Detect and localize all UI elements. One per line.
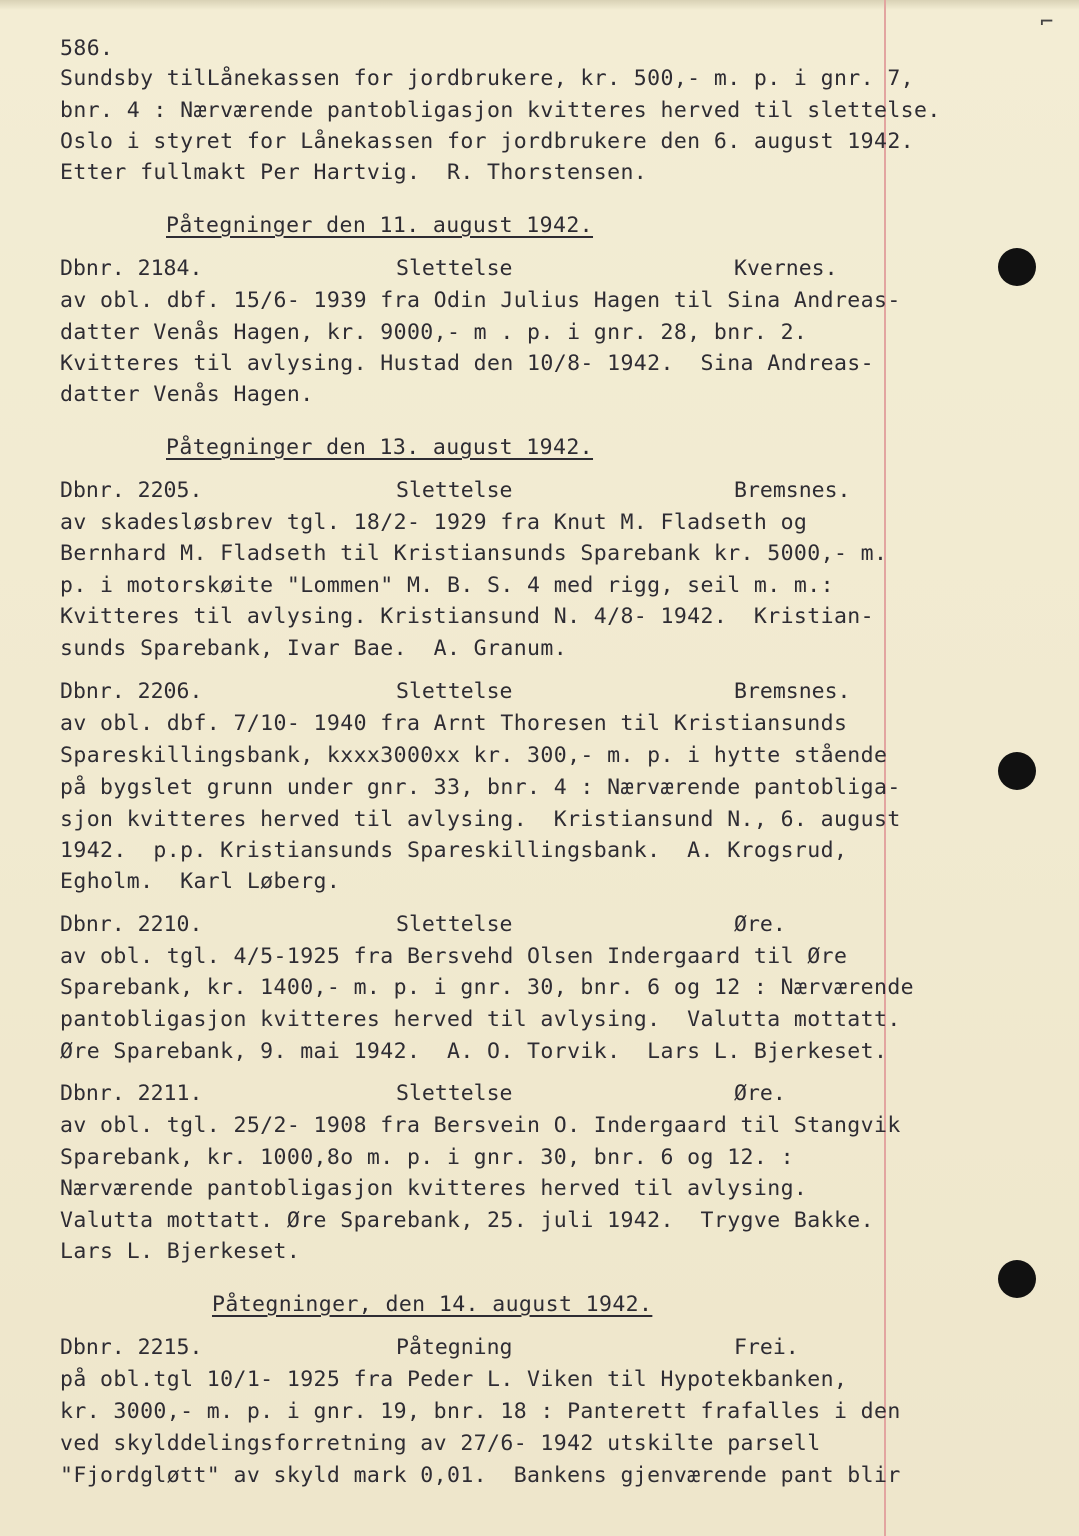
corner-mark: ⌐ bbox=[1040, 10, 1054, 35]
entry-place: Kvernes. bbox=[734, 256, 838, 281]
text-line: datter Venås Hagen, kr. 9000,- m . p. i gnr. 28, bnr. 2. bbox=[60, 320, 808, 345]
text-line: pantobligasjon kvitteres herved til avlysing. Valutta mottatt. bbox=[60, 1007, 901, 1032]
entry-header bbox=[60, 1333, 860, 1363]
text-line: av obl. tgl. 4/5-1925 fra Bersvehd Olsen Indergaard til Øre bbox=[60, 944, 848, 969]
section-heading: Påtegninger, den 14. august 1942. bbox=[212, 1292, 653, 1317]
punch-hole-icon bbox=[998, 248, 1036, 286]
entry-place: Øre. bbox=[734, 1081, 786, 1106]
text-line: Spareskillingsbank, kxxx3000xx kr. 300,- m. p. i hytte stående bbox=[60, 743, 888, 768]
entry-dbnr: Dbnr. 2211. bbox=[60, 1081, 203, 1106]
text-line: p. i motorskøite "Lommen" M. B. S. 4 med rigg, seil m. m.: bbox=[60, 573, 834, 598]
text-line: Bernhard M. Fladseth til Kristiansunds Sparebank kr. 5000,- m. bbox=[60, 541, 888, 566]
entry-place: Øre. bbox=[734, 912, 786, 937]
entry-header bbox=[60, 910, 860, 940]
entry-type: Påtegning bbox=[396, 1335, 513, 1360]
punch-hole-icon bbox=[998, 752, 1036, 790]
entry-header bbox=[60, 1079, 860, 1109]
text-line: Lars L. Bjerkeset. bbox=[60, 1239, 301, 1264]
text-line: Nærværende pantobligasjon kvitteres herved til avlysing. bbox=[60, 1176, 808, 1201]
text-line: Sparebank, kr. 1000,8o m. p. i gnr. 30, bnr. 6 og 12. : bbox=[60, 1145, 794, 1170]
text-line: på bygslet grunn under gnr. 33, bnr. 4 : Nærværende pantobliga- bbox=[60, 775, 901, 800]
text-line: av obl. dbf. 15/6- 1939 fra Odin Julius Hagen til Sina Andreas- bbox=[60, 288, 901, 313]
text-line: Kvitteres til avlysing. Kristiansund N. 4/8- 1942. Kristian- bbox=[60, 604, 874, 629]
text-line: Etter fullmakt Per Hartvig. R. Thorstensen. bbox=[60, 160, 648, 185]
entry-type: Slettelse bbox=[396, 478, 513, 503]
text-line: Egholm. Karl Løberg. bbox=[60, 869, 341, 894]
text-line: 1942. p.p. Kristiansunds Spareskillingsbank. A. Krogsrud, bbox=[60, 838, 848, 863]
entry-place: Frei. bbox=[734, 1335, 799, 1360]
text-line: bnr. 4 : Nærværende pantobligasjon kvitteres herved til slettelse. bbox=[60, 98, 941, 123]
text-line: av skadesløsbrev tgl. 18/2- 1929 fra Knut M. Fladseth og bbox=[60, 510, 808, 535]
text-line: Oslo i styret for Lånekassen for jordbrukere den 6. august 1942. bbox=[60, 129, 915, 154]
entry-header bbox=[60, 677, 860, 707]
entry-dbnr: Dbnr. 2205. bbox=[60, 478, 203, 503]
entry-dbnr: Dbnr. 2184. bbox=[60, 256, 203, 281]
entry-dbnr: Dbnr. 2215. bbox=[60, 1335, 203, 1360]
entry-place: Bremsnes. bbox=[734, 478, 851, 503]
text-line: av obl. dbf. 7/10- 1940 fra Arnt Thoresen til Kristiansunds bbox=[60, 711, 848, 736]
entry-dbnr: Dbnr. 2210. bbox=[60, 912, 203, 937]
entry-place: Bremsnes. bbox=[734, 679, 851, 704]
entry-type: Slettelse bbox=[396, 912, 513, 937]
punch-hole-icon bbox=[998, 1260, 1036, 1298]
page-number: 586. bbox=[60, 36, 114, 61]
text-line: "Fjordgløtt" av skyld mark 0,01. Bankens gjenværende pant blir bbox=[60, 1463, 901, 1488]
text-line: Øre Sparebank, 9. mai 1942. A. O. Torvik. Lars L. Bjerkeset. bbox=[60, 1039, 888, 1064]
text-line: Valutta mottatt. Øre Sparebank, 25. juli 1942. Trygve Bakke. bbox=[60, 1208, 874, 1233]
page-top-edge bbox=[0, 0, 1079, 10]
text-line: på obl.tgl 10/1- 1925 fra Peder L. Viken til Hypotekbanken, bbox=[60, 1367, 848, 1392]
text-line: av obl. tgl. 25/2- 1908 fra Bersvein O. Indergaard til Stangvik bbox=[60, 1113, 901, 1138]
entry-header bbox=[60, 476, 860, 506]
text-line: kr. 3000,- m. p. i gnr. 19, bnr. 18 : Panterett frafalles i den bbox=[60, 1399, 901, 1424]
entry-type: Slettelse bbox=[396, 679, 513, 704]
text-line: Sparebank, kr. 1400,- m. p. i gnr. 30, bnr. 6 og 12 : Nærværende bbox=[60, 975, 915, 1000]
section-heading: Påtegninger den 11. august 1942. bbox=[166, 213, 594, 238]
text-line: Kvitteres til avlysing. Hustad den 10/8- 1942. Sina Andreas- bbox=[60, 351, 874, 376]
text-line: sunds Sparebank, Ivar Bae. A. Granum. bbox=[60, 636, 568, 661]
text-line: Sundsby tilLånekassen for jordbrukere, kr. 500,- m. p. i gnr. 7, bbox=[60, 66, 915, 91]
section-heading: Påtegninger den 13. august 1942. bbox=[166, 435, 594, 460]
entry-type: Slettelse bbox=[396, 256, 513, 281]
entry-header bbox=[60, 254, 860, 284]
entry-type: Slettelse bbox=[396, 1081, 513, 1106]
text-line: sjon kvitteres herved til avlysing. Kristiansund N., 6. august bbox=[60, 807, 901, 832]
text-line: ved skylddelingsforretning av 27/6- 1942 utskilte parsell bbox=[60, 1431, 821, 1456]
entry-dbnr: Dbnr. 2206. bbox=[60, 679, 203, 704]
text-line: datter Venås Hagen. bbox=[60, 382, 314, 407]
